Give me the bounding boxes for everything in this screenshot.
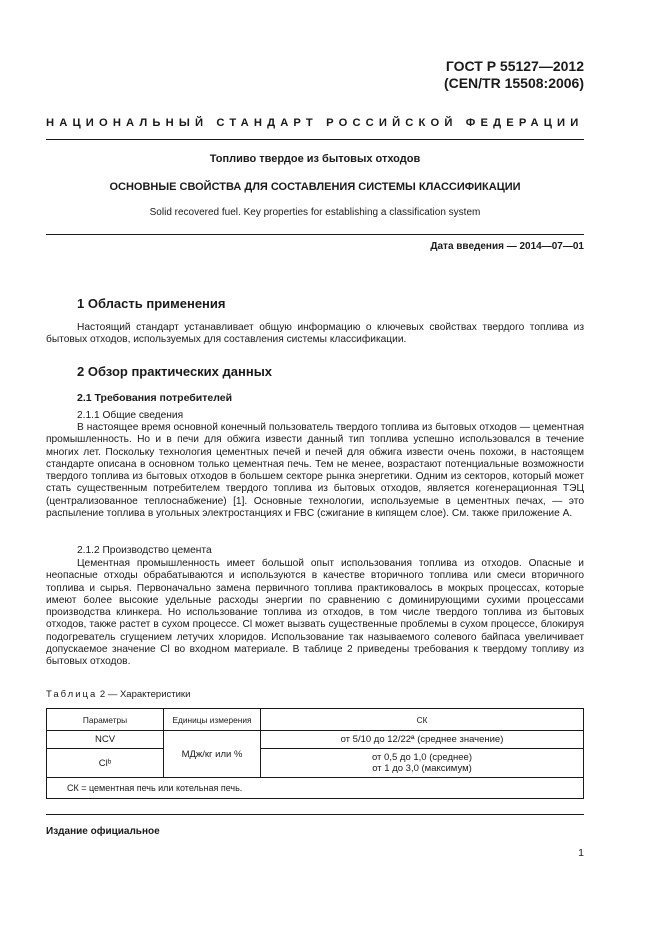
title-subject: Топливо твердое из бытовых отходов [209,153,421,165]
introduction-date: Дата введения — 2014—07—01 [430,241,584,252]
section-2-1-2-heading: 2.1.2 Производство цемента [77,545,212,556]
edition-label: Издание официальное [46,826,160,837]
param-cell: NCV [47,731,164,749]
table-header-cell: СК [261,709,584,731]
section-2-heading: 2 Обзор практических данных [77,364,273,379]
table-note-row [47,778,584,799]
document-number [444,58,584,92]
title-divider [46,234,584,235]
title-english: Solid recovered fuel. Key properties for establishing a classification system [149,207,481,218]
unit-cell: МДж/кг или % [164,731,261,778]
cen-number: (CEN/TR 15508:2006) [443,75,584,91]
param-cell: Clᵇ [47,749,164,778]
value-cell [261,749,584,778]
table-header-row [47,709,584,731]
table-caption-rest: 2 — Характеристики [99,689,191,700]
table-note: СК = цементная печь или котельная печь. [47,778,584,799]
value-line: от 1 до 3,0 (максимум) [372,763,472,774]
section-2-1-1-heading: 2.1.1 Общие сведения [77,410,184,421]
title-main: ОСНОВНЫЕ СВОЙСТВА ДЛЯ СОСТАВЛЕНИЯ СИСТЕМЫ КЛАССИФИКАЦИИ [109,181,521,193]
section-1-text: Настоящий стандарт устанавливает общую информацию о ключевых свойствах твердого топлива из бытовых отходов, используемых для составления системы классификации. [46,322,584,346]
table-row [47,731,584,749]
section-1-heading: 1 Область применения [77,296,226,311]
gost-number: ГОСТ Р 55127—2012 [445,58,584,74]
table-header-cell: Единицы измерения [164,709,261,731]
value-cell: от 5/10 до 12/22ª (среднее значение) [261,731,584,749]
section-2-1-2-text: Цементная промышленность имеет большой опыт использования топлива из отходов. Опасные и неопасные отходы обрабатываются и используются в качестве вторичного топлива или смеси вторичного топлива и сырья. Первоначально замена первичного топлива практиковалось в мокрых процессах, которые имеют более высокие удельные расходы энергии по сравнению с доминирующими сухими процессами производства клинкера. Но использование топлива из отходов, в том числе твердого топлива из бытовых отходов, также растет в сухом процессе. Cl может вызвать существенные проблемы в сухом процессе, блокируя подогреватель сгущением летучих хлоридов. Использование так называемого солевого байпаса увеличивает допускаемое значение Cl во входном материале. В таблице 2 приведены требования к твердому топливу из бытовых отходов. [46,558,584,668]
section-2-1-1-text: В настоящее время основной конечный пользователь твердого топлива из бытовых отходов — цементная промышленность. Но и в печи для обжига извести данный тип топлива успешно использовался в течение многих лет. Поскольку технология цементных печей и печей для обжига извести очень похожи, в настоящем стандарте описана в основном только цементная печь. Тем не менее, возрастают потенциальные возможности твердого топлива из бытовых отходов в большем секторе рынка энергетики. Одним из секторов, который может стать существенным потребителем твердого топлива из бытовых отходов, является когенерационная ТЭЦ (централизованное теплоснабжение) [1]. Основные технологии, используемые в цементных печах, — это распыление топлива в угольных электростанциях и FBC (сжигание в кипящем слое). См. также приложение А. [46,422,584,520]
value-line: от 0,5 до 1,0 (среднее) [371,752,472,763]
top-divider [46,139,584,140]
footer-divider [46,814,584,815]
page-number: 1 [578,847,584,859]
table-row [47,749,584,778]
characteristics-table [46,708,584,799]
table-caption-word: Таблица [46,689,98,700]
table-header-cell: Параметры [47,709,164,731]
section-2-1-heading: 2.1 Требования потребителей [77,392,233,404]
table-caption [46,689,190,700]
national-standard-banner: НАЦИОНАЛЬНЫЙ СТАНДАРТ РОССИЙСКОЙ ФЕДЕРАЦИИ [46,117,584,129]
